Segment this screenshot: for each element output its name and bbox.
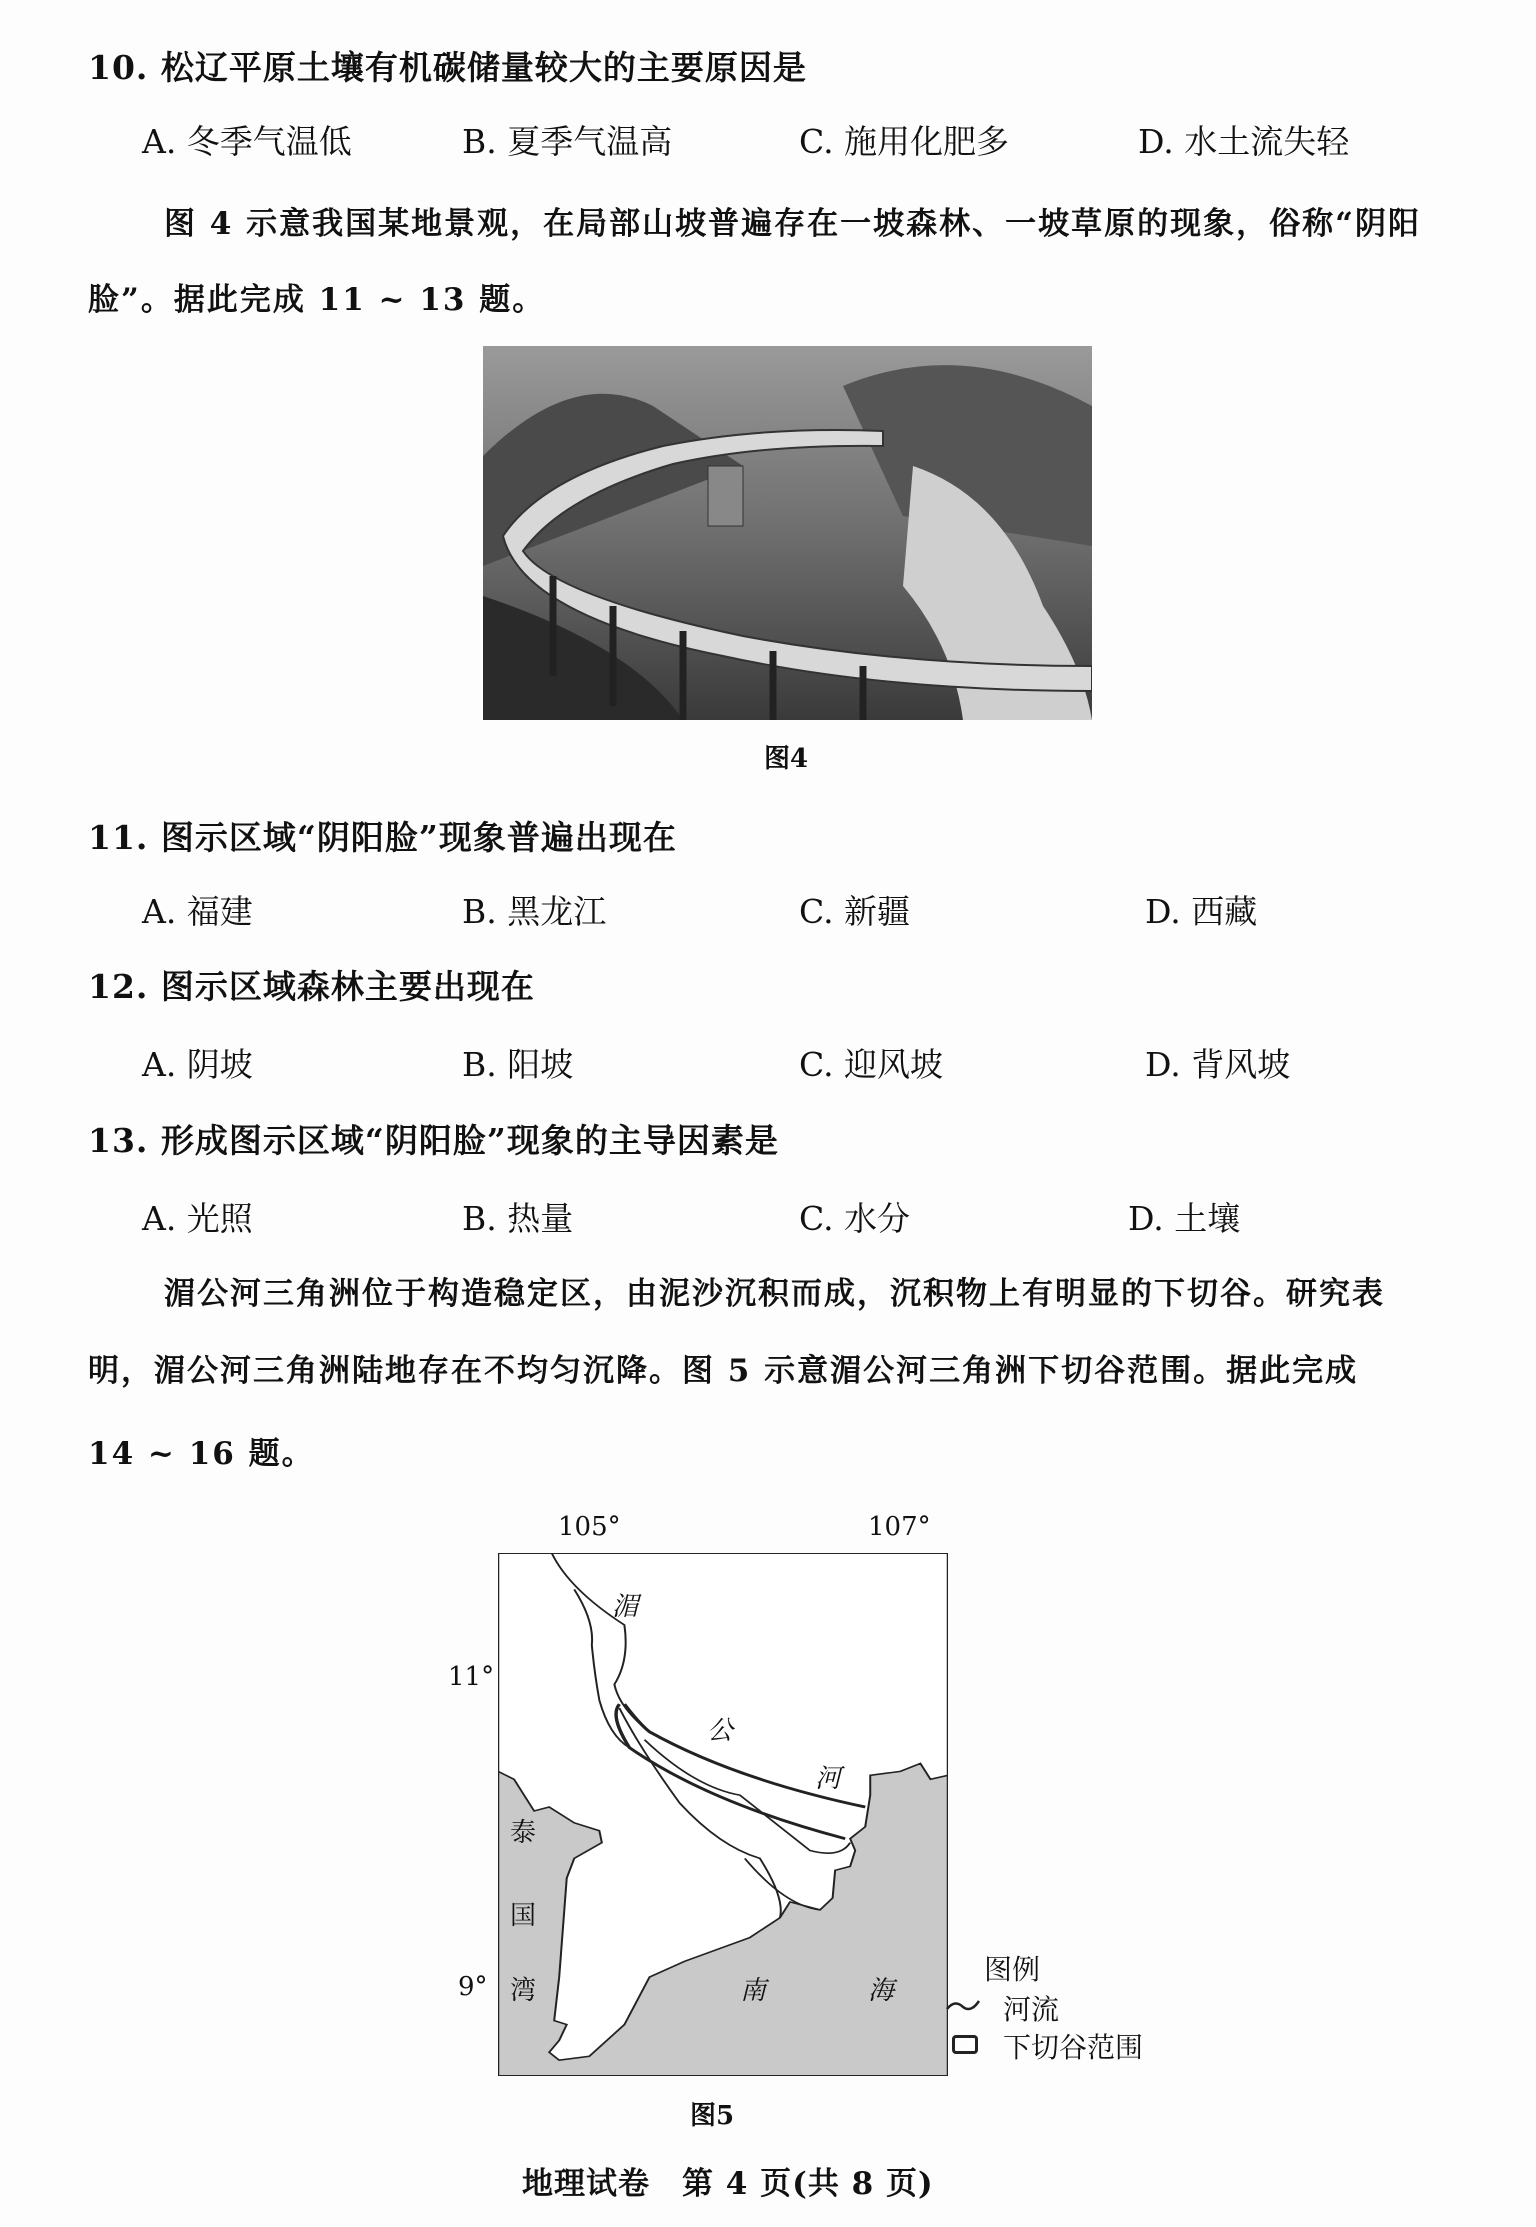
figure5-caption: 图5	[690, 2101, 735, 2131]
q11-option-b: B. 黑龙江	[462, 892, 607, 931]
valley-range-legend-icon	[952, 2035, 978, 2054]
figure4-landscape-photo	[483, 346, 1092, 720]
gulf-char-2: 国	[510, 1901, 537, 1931]
q13-option-a: A. 光照	[142, 1199, 253, 1238]
gulf-char-3: 湾	[510, 1976, 537, 2006]
legend-valley-label: 下切谷范围	[1003, 2031, 1144, 2064]
sea-char-2: 海	[868, 1976, 895, 2006]
q12-stem: 12. 图示区域森林主要出现在	[88, 967, 535, 1006]
q11-option-c: C. 新疆	[799, 892, 911, 931]
river-char-1: 湄	[612, 1592, 639, 1622]
q10-stem: 10. 松辽平原土壤有机碳储量较大的主要原因是	[88, 48, 807, 87]
q12-option-c: C. 迎风坡	[799, 1045, 944, 1084]
gulf-char-1: 泰	[510, 1818, 537, 1848]
river-legend-icon	[945, 1995, 981, 2015]
intro2-line2: 明，湄公河三角洲陆地存在不均匀沉降。图 5 示意湄公河三角洲下切谷范围。据此完成	[88, 1353, 1359, 1389]
figure4-caption: 图4	[764, 744, 809, 774]
legend-title: 图例	[984, 1953, 1041, 1986]
q13-option-c: C. 水分	[799, 1199, 911, 1238]
q13-option-b: B. 热量	[462, 1199, 574, 1238]
intro2-line1: 湄公河三角洲位于构造稳定区，由泥沙沉积而成，沉积物上有明显的下切谷。研究表	[164, 1276, 1385, 1312]
intro2-line3: 14 ~ 16 题。	[88, 1436, 315, 1472]
q13-stem: 13. 形成图示区域“阴阳脸”现象的主导因素是	[88, 1121, 779, 1160]
q10-option-d: D. 水土流失轻	[1138, 122, 1350, 161]
q10-option-c: C. 施用化肥多	[799, 122, 1010, 161]
q11-stem: 11. 图示区域“阴阳脸”现象普遍出现在	[88, 818, 677, 857]
q12-option-d: D. 背风坡	[1145, 1045, 1291, 1084]
lon-107-label: 107°	[868, 1512, 931, 1542]
q11-option-d: D. 西藏	[1145, 892, 1258, 931]
river-char-2: 公	[707, 1716, 734, 1746]
q11-option-a: A. 福建	[142, 892, 253, 931]
q12-option-a: A. 阴坡	[142, 1045, 253, 1084]
q10-option-a: A. 冬季气温低	[142, 122, 352, 161]
lat-11-label: 11°	[448, 1662, 495, 1692]
sea-char-1: 南	[740, 1976, 767, 2006]
q13-option-d: D. 土壤	[1128, 1199, 1241, 1238]
lon-105-label: 105°	[558, 1512, 621, 1542]
q10-option-b: B. 夏季气温高	[462, 122, 673, 161]
page-footer: 地理试卷 第 4 页(共 8 页)	[522, 2166, 934, 2202]
q12-option-b: B. 阳坡	[462, 1045, 574, 1084]
lat-9-label: 9°	[458, 1972, 488, 2002]
legend-river-label: 河流	[1003, 1993, 1060, 2026]
intro1-line2: 脸”。据此完成 11 ~ 13 题。	[88, 282, 546, 318]
intro1-line1: 图 4 示意我国某地景观，在局部山坡普遍存在一坡森林、一坡草原的现象，俗称“阴阳	[164, 206, 1421, 242]
river-char-3: 河	[815, 1764, 842, 1794]
